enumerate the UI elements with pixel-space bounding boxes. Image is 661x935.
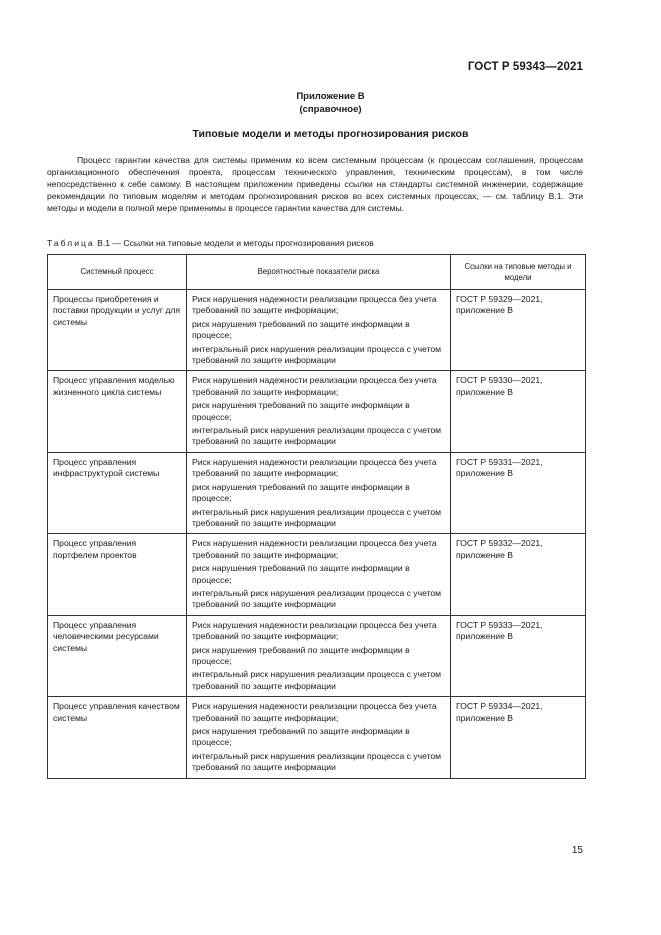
risk-cell	[187, 697, 451, 778]
risk-security: риск нарушения требований по защите информации в процессе;	[192, 481, 410, 504]
risk-methods-table	[47, 254, 586, 779]
risk-reliability: Риск нарушения надежности реализации процесса без учета требований по защите информации;	[192, 538, 437, 560]
process-cell: Процесс управления качеством системы	[48, 697, 187, 778]
risk-reliability: Риск нарушения надежности реализации процесса без учета требований по защите информации;	[192, 294, 437, 316]
intro-paragraph: Процесс гарантии качества для системы применим ко всем системным процессам (к процессам соглашения, процессам организационного обеспечения проекта, процессам технического управления, техническим процессам), в том числе непосредственно к себе самому. В настоящем приложении приведены ссылки на стандарты системной инженерии, содержащие рекомендации по типовым моделям и методам прогнозирования рисков во всех системных процессах, — см. таблицу В.1. Эти методы и модели в полной мере применимы в процессе гарантии качества для системы.	[47, 155, 583, 214]
table-row	[48, 534, 586, 615]
table-caption-prefix: Таблица	[47, 238, 95, 248]
risk-security: риск нарушения требований по защите информации в процессе;	[192, 726, 410, 748]
risk-reliability: Риск нарушения надежности реализации процесса без учета требований по защите информации;	[192, 375, 437, 397]
table-row	[48, 371, 586, 452]
process-cell: Процессы приобретения и поставки продукции и услуг для системы	[48, 290, 187, 371]
risk-reliability: Риск нарушения надежности реализации процесса без учета требований по защите информации;	[192, 619, 437, 642]
appendix-heading	[0, 90, 661, 116]
process-cell: Процесс управления человеческими ресурсами системы	[48, 615, 187, 696]
risk-reliability: Риск нарушения надежности реализации процесса без учета требований по защите информации;	[192, 701, 437, 723]
risk-reliability: Риск нарушения надежности реализации процесса без учета требований по защите информации;	[192, 456, 437, 479]
appendix-label: Приложение В	[296, 91, 365, 102]
table-row	[48, 290, 586, 371]
table-row	[48, 452, 586, 533]
risk-security: риск нарушения требований по защите информации в процессе;	[192, 563, 410, 585]
reference-cell: ГОСТ Р 59331—2021, приложение В	[451, 452, 586, 533]
table-caption	[47, 238, 374, 248]
risk-integral: интегральный риск нарушения реализации процесса с учетом требований по защите информации	[192, 587, 442, 610]
header-references: Ссылки на типовые методы и модели	[451, 255, 586, 290]
risk-security: риск нарушения требований по защите информации в процессе;	[192, 318, 410, 341]
risk-integral: интегральный риск нарушения реализации процесса с учетом требований по защите информации	[192, 669, 442, 691]
reference-cell: ГОСТ Р 59332—2021, приложение В	[451, 534, 586, 615]
reference-cell: ГОСТ Р 59329—2021, приложение В	[451, 290, 586, 371]
risk-integral: интегральный риск нарушения реализации процесса с учетом требований по защите информации	[192, 425, 442, 447]
process-cell: Процесс управления моделью жизненного цикла системы	[48, 371, 187, 452]
risk-cell	[187, 534, 451, 615]
table-caption-text: В.1 — Ссылки на типовые модели и методы прогнозирования рисков	[94, 238, 374, 248]
process-cell: Процесс управления инфраструктурой системы	[48, 452, 187, 533]
document-code: ГОСТ Р 59343—2021	[467, 61, 583, 73]
risk-cell	[187, 371, 451, 452]
reference-cell: ГОСТ Р 59334—2021, приложение В	[451, 697, 586, 778]
risk-cell	[187, 290, 451, 371]
reference-cell: ГОСТ Р 59330—2021, приложение В	[451, 371, 586, 452]
risk-cell	[187, 452, 451, 533]
risk-cell	[187, 615, 451, 696]
appendix-status: (справочное)	[299, 104, 362, 115]
table-row	[48, 697, 586, 778]
risk-security: риск нарушения требований по защите информации в процессе;	[192, 644, 410, 666]
header-system-process: Системный процесс	[48, 255, 187, 290]
risk-security: риск нарушения требований по защите информации в процессе;	[192, 400, 410, 422]
section-title: Типовые модели и методы прогнозирования рисков	[192, 128, 469, 140]
header-risk-indicators: Вероятностные показатели риска	[187, 255, 451, 290]
reference-cell: ГОСТ Р 59333—2021, приложение В	[451, 615, 586, 696]
table-header-row	[48, 255, 586, 290]
table-row	[48, 615, 586, 696]
risk-integral: интегральный риск нарушения реализации процесса с учетом требований по защите информации	[192, 750, 442, 773]
risk-integral: интегральный риск нарушения реализации процесса с учетом требований по защите информации	[192, 506, 442, 528]
risk-integral: интегральный риск нарушения реализации процесса с учетом требований по защите информации	[192, 343, 442, 366]
page-number: 15	[571, 845, 583, 856]
process-cell: Процесс управления портфелем проектов	[48, 534, 187, 615]
